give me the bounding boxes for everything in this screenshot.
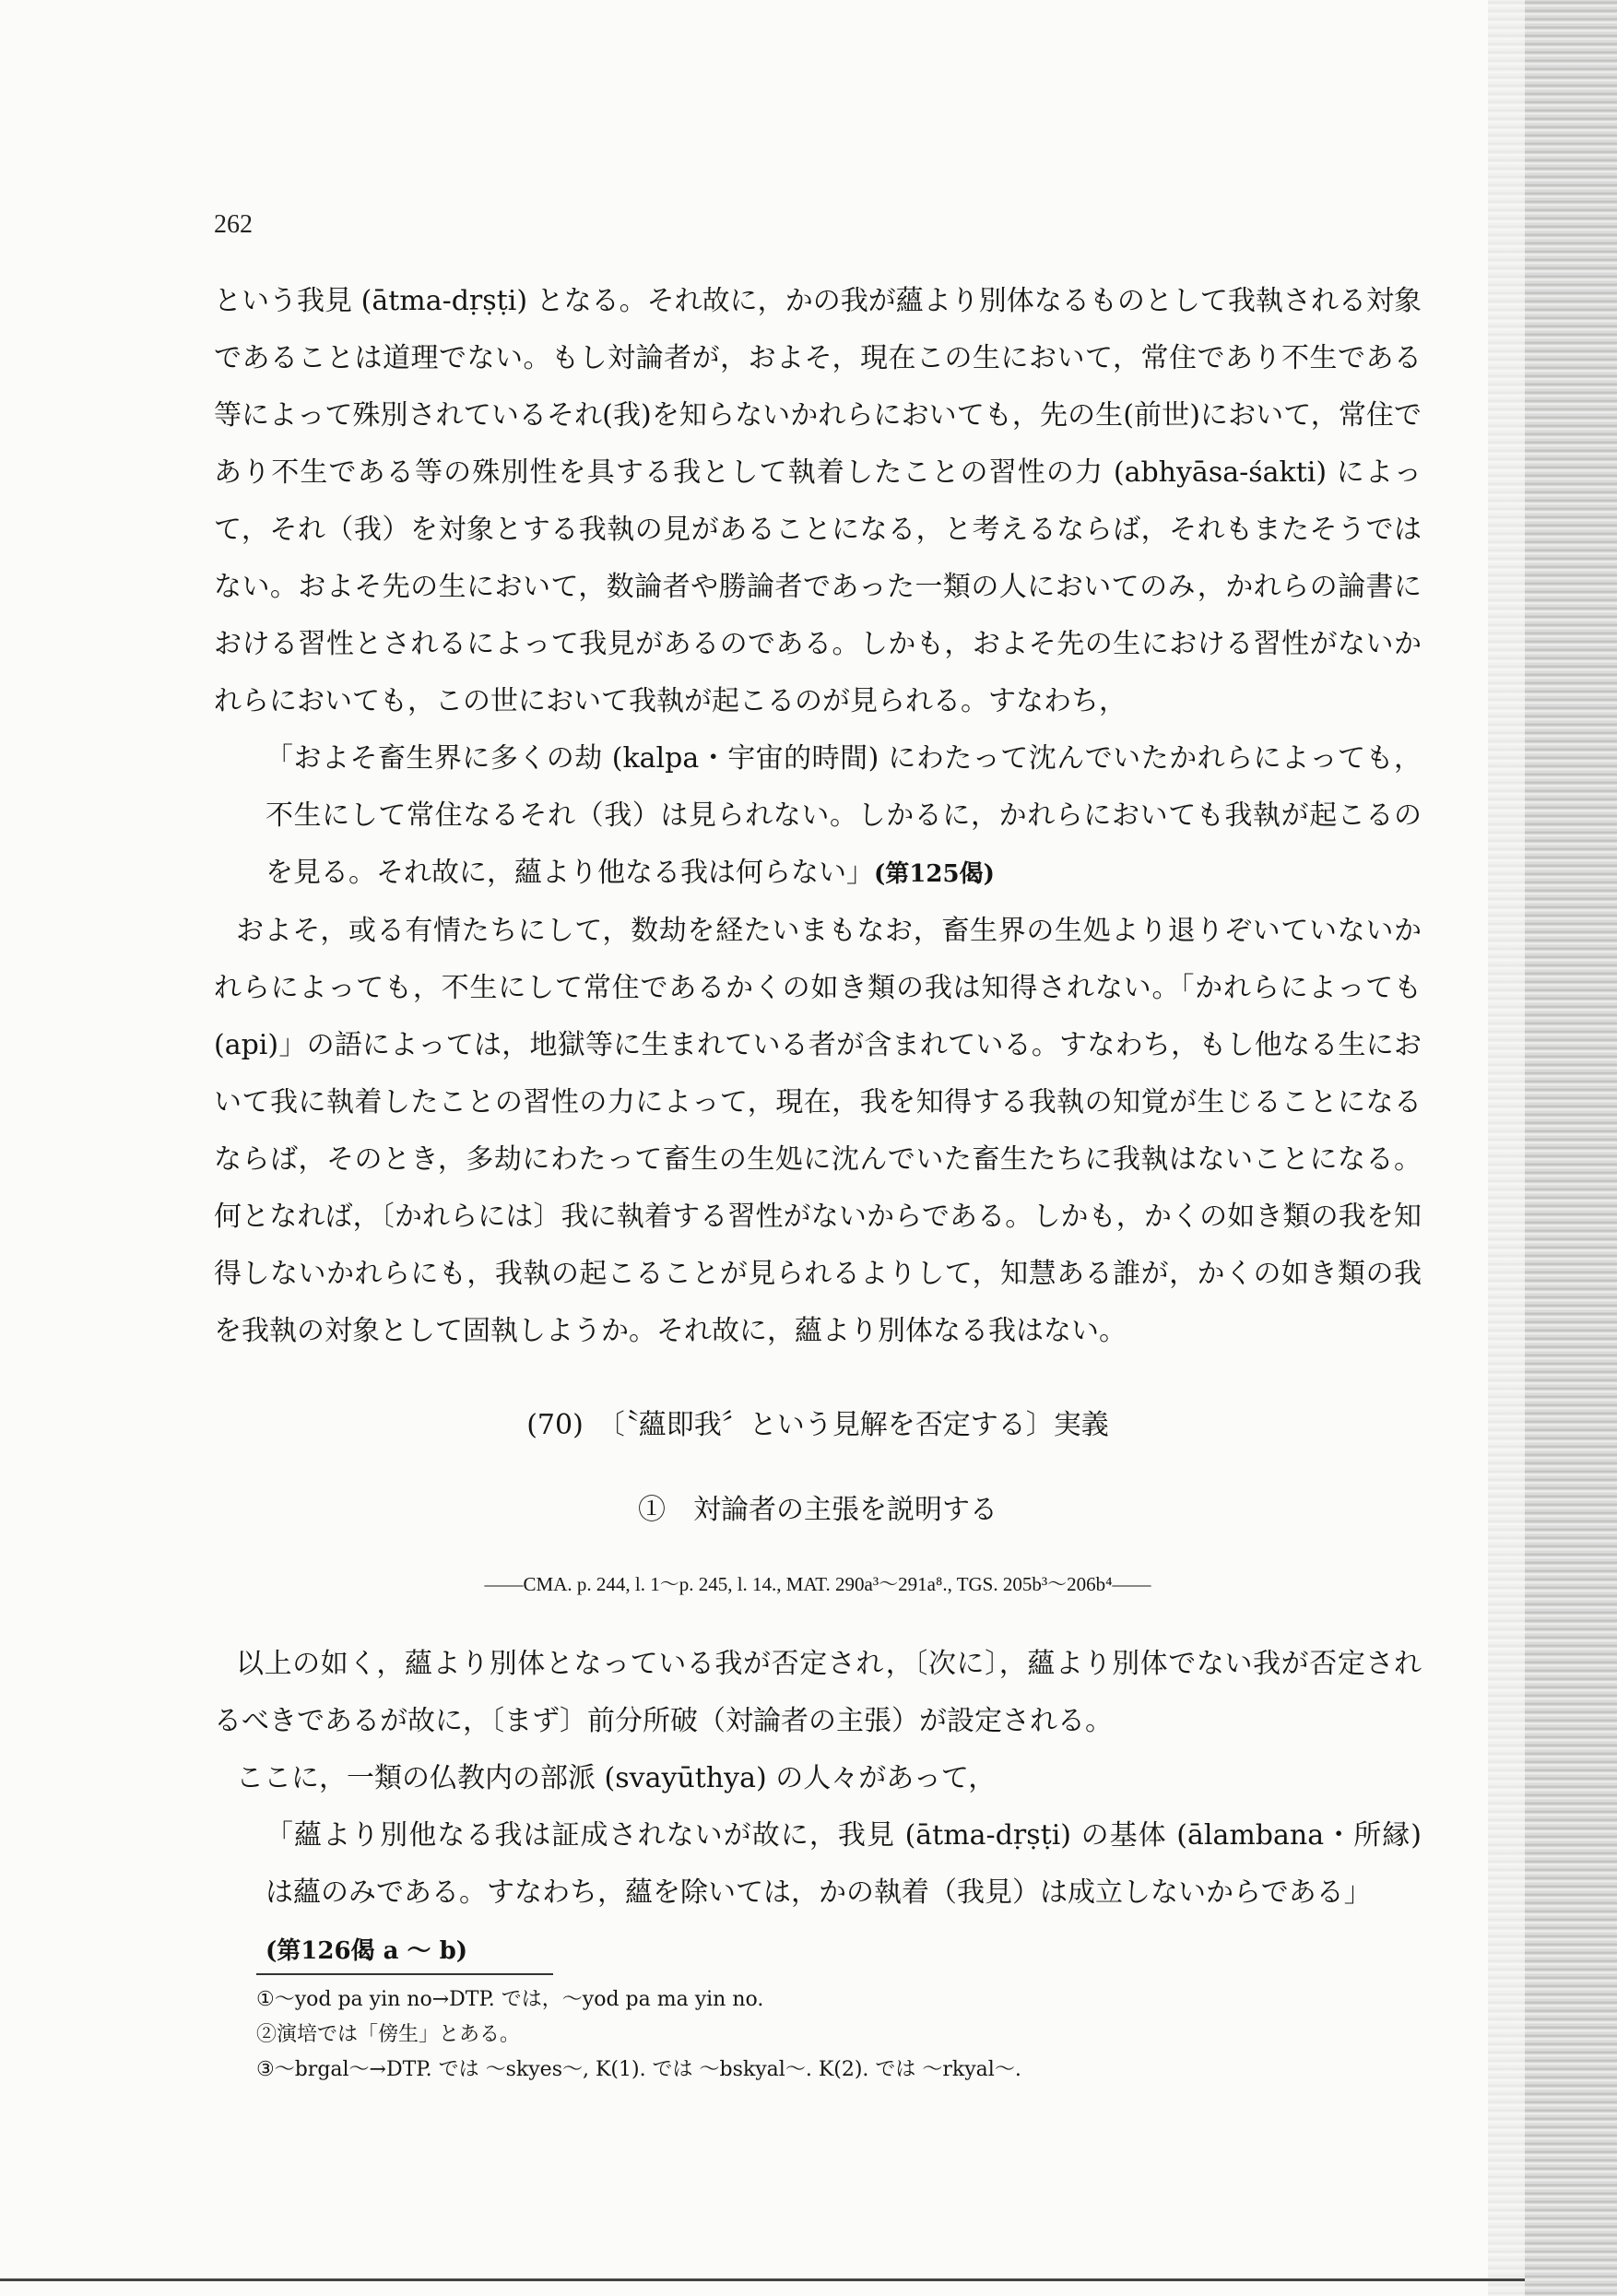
verse-125-cite: (第125偈) [874,860,995,888]
footnote-divider [256,1973,553,1975]
reference-line: ——CMA. p. 244, l. 1〜p. 245, l. 14., MAT. 290a³〜291a⁸., TGS. 205b³〜206b⁴—— [484,1573,1151,1595]
scan-edge-shade-inner [1488,0,1525,2296]
page-number: 262 [214,210,253,239]
subsection-heading: ① 対論者の主張を説明する [638,1494,997,1526]
section-heading: (70) 〔〝蘊即我〞という見解を否定する〕実義 [526,1409,1109,1441]
verse-125-text: 「およそ畜生界に多くの劫 (kalpa・宇宙的時間) にわたって沈んでいたかれらによっても，不生にして常住なるそれ（我）は見られない。しかるに，かれらにおいても我執が起こるのを見る。それ故に，蘊より他なる我は何らない」 [266,742,1422,889]
verse-126 [266,1807,1422,1980]
body-text-bottom [214,1636,1422,1980]
verse-126-cite: (第126偈 a 〜 b) [266,1937,468,1965]
verse-126-text: 「蘊より別他なる我は証成されないが故に，我見 (ātma-dṛṣṭi) の基体 (ālambana・所縁) は蘊のみである。すなわち，蘊を除いては，かの執着（我見）は成立しないからである」 [266,1819,1422,1909]
verse-125 [266,730,1422,903]
paragraph-4: 以上の如く，蘊より別体となっている我が否定され，〔次に〕，蘊より別体でない我が否定されるべきであるが故に，〔まず〕前分所破（対論者の主張）が設定される。 [214,1648,1422,1737]
scan-bottom-rule [0,2278,1525,2281]
paragraph-3: およそ，或る有情たちにして，数劫を経たいまもなお，畜生界の生処より退りぞいていないかれらによっても，不生にして常住であるかくの如き類の我は知得されない。「かれらによっても (api)」の語によっては，地獄等に生まれている者が含まれている。すなわち，もし他なる生において我に執着したことの習性の力によって，現在，我を知得する我執の知覚が生じることになるならば，そのとき，多劫にわたって畜生の生処に沈んでいた畜生たちに我執はないことになる。何となれば，〔かれらには〕我に執着する習性がないからである。しかも，かくの如き類の我を知得しないかれらにも，我執の起こることが見られるよりして，知慧ある誰が，かくの如き類の我を我執の対象として固執しようか。それ故に，蘊より別体なる我はない。 [214,915,1422,1347]
paragraph-5: ここに，一類の仏教内の部派 (svayūthya) の人々があって， [236,1762,997,1794]
footnote-3: ③〜brgal〜→DTP. では 〜skyes〜, K(1). では 〜bskyal〜. K(2). では 〜rkyal〜. [256,2058,1021,2081]
body-text-top [214,273,1422,1360]
scan-edge-shade [1525,0,1617,2296]
footnote-2: ②演培では「傍生」とある。 [256,2023,521,2046]
footnote-1: ①〜yod pa yin no→DTP. では，〜yod pa ma yin no. [256,1988,764,2011]
paragraph-1: という我見 (ātma-dṛṣṭi) となる。それ故に，かの我が蘊より別体なるものとして我執される対象であることは道理でない。もし対論者が，およそ，現在この生において，常住であり不生である等によって殊別されているそれ(我)を知らないかれらにおいても，先の生(前世)において，常住であり不生である等の殊別性を具する我として執着したことの習性の力 (abhyāsa-śakti) によって，それ（我）を対象とする我執の見があることになる，と考えるならば，それもまたそうではない。およそ先の生において，数論者や勝論者であった一類の人においてのみ，かれらの論書における習性とされるによって我見があるのである。しかも，およそ先の生における習性がないかれらにおいても，この世において我執が起こるのが見られる。すなわち， [214,285,1422,717]
footnotes [256,1982,1363,2088]
